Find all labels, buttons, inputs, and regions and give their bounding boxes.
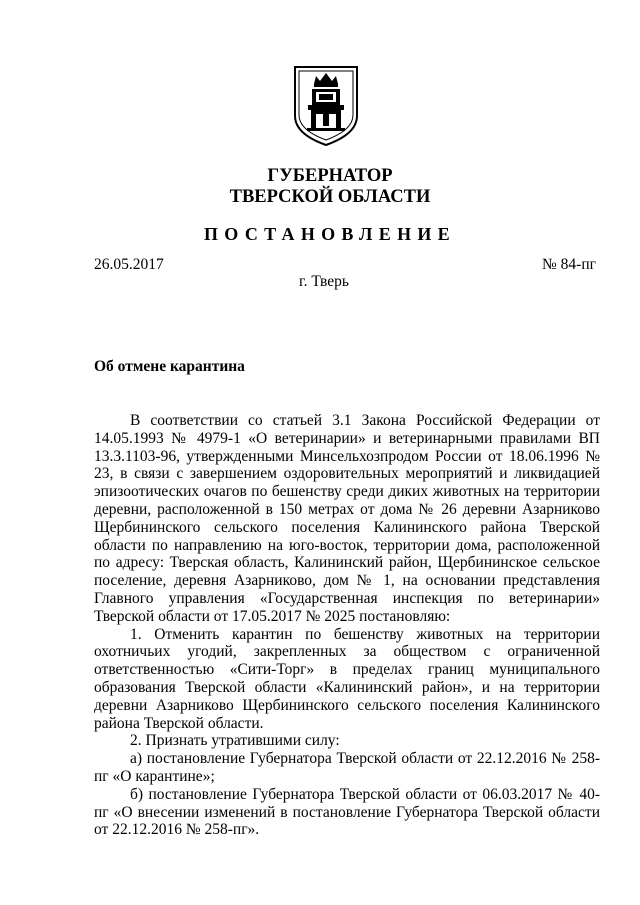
document-date: 26.05.2017 (94, 256, 164, 273)
issuer-title-line1: ГУБЕРНАТОР (267, 166, 393, 186)
issuer-title-line2: ТВЕРСКОЙ ОБЛАСТИ (229, 187, 431, 207)
preamble-paragraph: В соответствии со статьей 3.1 Закона Российской Федерации от 14.05.1993 № 4979-1 «О ветеринарии» и ветеринарными правилами ВП 13.3.1103-96, утвержденными Минсельхозпродом России от 18.06.1996 № 23, в связи с завершением оздоровительных мероприятий и ликвидацией эпизоотических очагов по бешенству среди диких животных на территории деревни, расположенной в 150 метрах от дома № 26 деревни Азарниково Щербининского сельского поселения Калининского района Тверской области по направлению на юго-восток, территории дома, расположенной по адресу: Тверская область, Калининский район, Щербининское сельское поселение, деревня Азарниково, дом № 1, на основании представления Главного управления «Государственная инспекция по ветеринарии» Тверской области от 17.05.2017 № 2025 постановляю: (94, 412, 600, 625)
document-body (94, 412, 600, 839)
item-2-paragraph: 2. Признать утратившими силу: (130, 732, 340, 750)
document-number: № 84-пг (542, 256, 596, 273)
item-2b-paragraph: б) постановление Губернатора Тверской области от 06.03.2017 № 40-пг «О внесении изменений в постановление Губернатора Тверской области от 22.12.2016 № 258-пг». (94, 785, 600, 839)
document-type-title: ПОСТАНОВЛЕНИЕ (204, 224, 456, 244)
item-1-paragraph: 1. Отменить карантин по бешенству животных на территории охотничьих угодий, закрепленных за обществом с ограниченной ответственностью «Сити-Торг» в пределах границ муниципального образования Тверской области «Калининский район», и на территории деревни Азарниково Щербининского сельского поселения Калининского района Тверской области. (94, 625, 600, 732)
coat-of-arms-icon (292, 64, 360, 148)
document-city: г. Тверь (299, 273, 349, 290)
document-subject: Об отмене карантина (94, 358, 245, 375)
item-2a-paragraph: а) постановление Губернатора Тверской области от 22.12.2016 № 258-пг «О карантине»; (94, 750, 600, 785)
